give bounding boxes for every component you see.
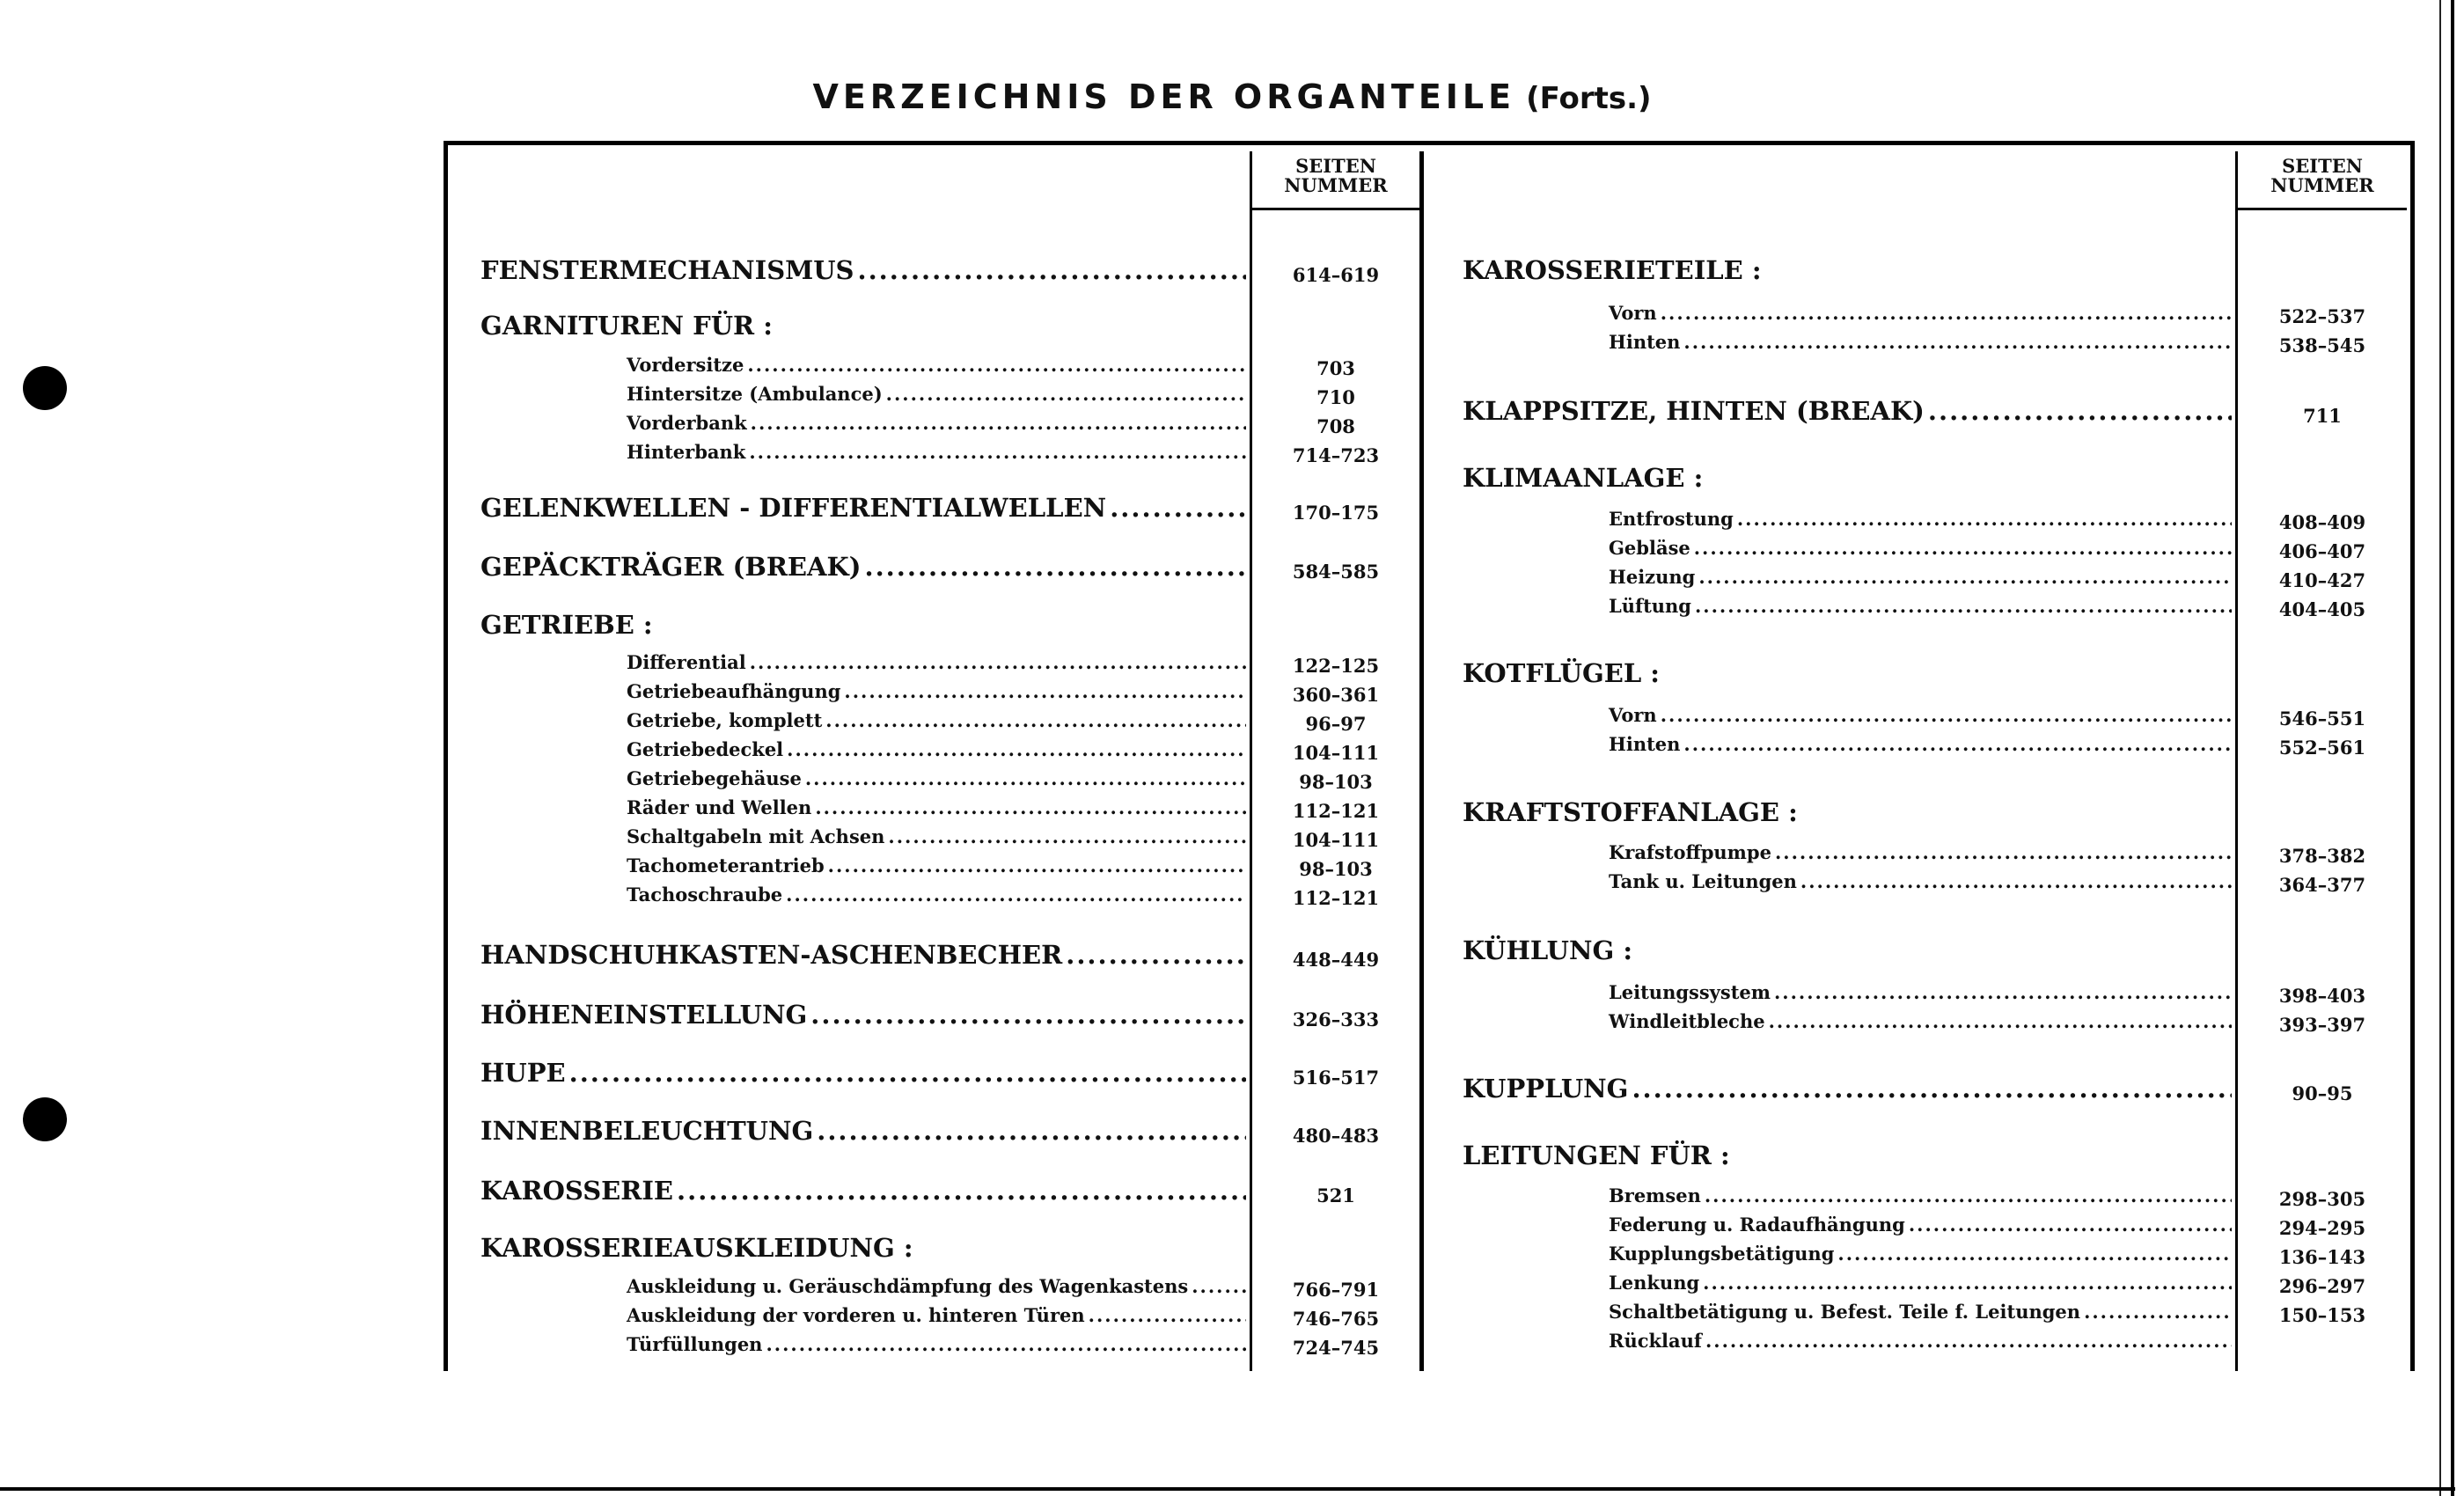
page-range: 710 — [1316, 386, 1355, 408]
page-range: 480–483 — [1292, 1125, 1380, 1147]
index-entry — [1609, 1010, 2235, 1042]
page-range: 448–449 — [1292, 949, 1380, 971]
index-section-heading — [480, 311, 1250, 342]
entry-label: Hinterbank — [627, 441, 746, 463]
entry-label: KLIMAANLAGE : — [1463, 463, 1704, 493]
entry-label: Entfrostung — [1609, 508, 1734, 530]
dot-leader — [749, 441, 1246, 463]
index-entry — [627, 354, 1250, 385]
index-entry — [1609, 870, 2235, 902]
dot-leader — [750, 651, 1246, 673]
index-entry — [627, 441, 1250, 473]
entry-label: Räder und Wellen — [627, 796, 812, 818]
page-range: 364–377 — [2278, 874, 2366, 896]
entry-label: Getriebe, komplett — [627, 709, 823, 731]
entry-label: GEPÄCKTRÄGER (BREAK) — [480, 552, 862, 582]
entry-label: Federung u. Radaufhängung — [1609, 1214, 1905, 1236]
entry-label: Hinten — [1609, 733, 1681, 755]
dot-leader — [2084, 1301, 2232, 1323]
dot-leader — [1066, 940, 1246, 970]
entry-label: KAROSSERIE — [480, 1176, 674, 1206]
entry-label: Hinten — [1609, 331, 1681, 353]
dot-leader — [677, 1176, 1246, 1206]
dot-leader — [1661, 704, 2232, 726]
dot-leader — [1661, 302, 2232, 324]
index-entry — [1609, 704, 2235, 736]
dot-leader — [1192, 1275, 1246, 1297]
title-text: VERZEICHNIS DER ORGANTEILE — [812, 77, 1516, 116]
page-range: 294–295 — [2278, 1217, 2366, 1239]
dot-leader — [786, 884, 1246, 906]
entry-label: Bremsen — [1609, 1184, 1701, 1206]
index-entry — [627, 412, 1250, 444]
dot-leader — [1705, 1184, 2232, 1206]
page-range: 766–791 — [1292, 1279, 1380, 1301]
dot-leader — [805, 767, 1246, 789]
punch-hole — [23, 366, 67, 410]
page-range: 516–517 — [1292, 1067, 1380, 1089]
dot-leader — [1632, 1074, 2232, 1104]
index-entry — [1609, 981, 2235, 1013]
entry-label: HANDSCHUHKASTEN-ASCHENBECHER — [480, 940, 1063, 970]
page-edge-line — [2451, 0, 2454, 1496]
index-entry — [480, 1176, 1250, 1207]
index-entry — [627, 884, 1250, 915]
page-range: 360–361 — [1292, 684, 1380, 706]
entry-label: Lenkung — [1609, 1272, 1700, 1294]
entry-label: GETRIEBE : — [480, 610, 653, 640]
index-entry — [1609, 508, 2235, 539]
entry-label: KAROSSERIETEILE : — [1463, 255, 1762, 285]
page-range: 522–537 — [2278, 305, 2366, 327]
index-entry — [1609, 1330, 2235, 1361]
dot-leader — [1695, 595, 2232, 617]
entry-label: INNENBELEUCHTUNG — [480, 1116, 814, 1146]
dot-leader — [828, 854, 1246, 876]
page-range: 521 — [1316, 1184, 1355, 1206]
header-rule — [1252, 208, 1419, 210]
index-entry — [480, 1058, 1250, 1089]
index-section-heading — [1463, 797, 2235, 829]
page-range: 708 — [1316, 415, 1355, 437]
entry-label: Schaltgabeln mit Achsen — [627, 825, 885, 847]
index-entry — [627, 1275, 1250, 1307]
entry-label: Windleitbleche — [1609, 1010, 1765, 1032]
entry-label: Vordersitze — [627, 354, 744, 376]
index-entry — [627, 1304, 1250, 1336]
index-section-heading — [480, 1233, 1250, 1265]
index-entry — [627, 796, 1250, 828]
index-section-heading — [1463, 463, 2235, 495]
entry-label: Vorn — [1609, 704, 1657, 726]
dot-leader — [810, 1000, 1246, 1030]
index-entry — [1609, 537, 2235, 568]
page-range: 552–561 — [2278, 737, 2366, 759]
page-range: 378–382 — [2278, 845, 2366, 867]
index-entry — [480, 552, 1250, 583]
page-range: 614–619 — [1292, 264, 1380, 286]
page-range: 170–175 — [1292, 502, 1380, 524]
page-range: 406–407 — [2278, 540, 2366, 562]
entry-label: Türfüllungen — [627, 1333, 763, 1355]
index-entry — [627, 767, 1250, 799]
page-range: 703 — [1316, 357, 1355, 379]
entry-label: Heizung — [1609, 566, 1696, 588]
entry-label: Krafstoffpumpe — [1609, 841, 1771, 863]
page-range: 393–397 — [2278, 1014, 2366, 1036]
entry-label: Tachometerantrieb — [627, 854, 825, 876]
entry-label: GELENKWELLEN - DIFFERENTIALWELLEN — [480, 493, 1107, 523]
page-range: 714–723 — [1292, 444, 1380, 466]
index-entry — [627, 383, 1250, 414]
entry-label: Tachoschraube — [627, 884, 783, 906]
page-range: 711 — [2303, 405, 2342, 427]
entry-label: KRAFTSTOFFANLAGE : — [1463, 797, 1798, 827]
index-entry — [1609, 1301, 2235, 1332]
entry-label: KUPPLUNG — [1463, 1074, 1629, 1104]
entry-label: Leitungssystem — [1609, 981, 1771, 1003]
dot-leader — [1928, 396, 2232, 426]
dot-leader — [1683, 331, 2232, 353]
entry-label: LEITUNGEN FÜR : — [1463, 1140, 1730, 1170]
entry-label: Tank u. Leitungen — [1609, 870, 1797, 892]
pages-column-header — [1252, 157, 1419, 195]
dot-leader — [1769, 1010, 2232, 1032]
index-entry — [1609, 733, 2235, 765]
page-range: 746–765 — [1292, 1308, 1380, 1330]
dot-leader — [1800, 870, 2232, 892]
entry-label: KLAPPSITZE, HINTEN (BREAK) — [1463, 396, 1925, 426]
column-divider — [1419, 151, 1424, 1371]
dot-leader — [1737, 508, 2232, 530]
index-entry — [480, 1116, 1250, 1148]
entry-label: Differential — [627, 651, 746, 673]
index-entry — [1609, 1214, 2235, 1245]
dot-leader — [1837, 1243, 2232, 1265]
index-entry — [627, 738, 1250, 770]
index-entry — [627, 854, 1250, 886]
entry-label: Rücklauf — [1609, 1330, 1702, 1352]
page-range: 410–427 — [2278, 569, 2366, 591]
entry-label: Getriebeaufhängung — [627, 680, 841, 702]
page-range: 298–305 — [2278, 1188, 2366, 1210]
index-entry — [627, 651, 1250, 683]
dot-leader — [815, 796, 1246, 818]
index-entry — [480, 1000, 1250, 1031]
page-title — [0, 77, 2464, 116]
entry-label: HÖHENEINSTELLUNG — [480, 1000, 808, 1030]
page-range: 122–125 — [1292, 655, 1380, 677]
index-entry — [1463, 396, 2235, 428]
pages-column-header — [2238, 157, 2407, 195]
index-entry — [1609, 595, 2235, 627]
entry-label: Kupplungsbetätigung — [1609, 1243, 1835, 1265]
index-section-heading — [1463, 935, 2235, 967]
dot-leader — [844, 680, 1246, 702]
page-range: 98–103 — [1299, 858, 1373, 880]
header-line: NUMMER — [1284, 174, 1388, 196]
dot-leader — [1909, 1214, 2232, 1236]
index-entry — [480, 493, 1250, 524]
index-entry — [1609, 841, 2235, 873]
index-entry — [1609, 1184, 2235, 1216]
dot-leader — [1683, 733, 2232, 755]
entry-label: Vorderbank — [627, 412, 747, 434]
index-section-heading — [480, 610, 1250, 642]
page-range: 90–95 — [2292, 1082, 2353, 1104]
page-range: 136–143 — [2278, 1246, 2366, 1268]
dot-leader — [787, 738, 1246, 760]
index-entry — [627, 825, 1250, 857]
entry-label: Getriebedeckel — [627, 738, 784, 760]
index-entry — [627, 1333, 1250, 1365]
page-range: 546–551 — [2278, 708, 2366, 730]
punch-hole — [23, 1097, 67, 1141]
dot-leader — [857, 255, 1246, 285]
header-line: SEITEN — [1295, 155, 1376, 177]
page-edge-line — [0, 1487, 2455, 1491]
header-line: NUMMER — [2270, 174, 2374, 196]
page-range: 112–121 — [1292, 887, 1380, 909]
page-range: 112–121 — [1292, 800, 1380, 822]
dot-leader — [888, 825, 1246, 847]
index-entry — [1609, 566, 2235, 598]
page-range: 150–153 — [2278, 1304, 2366, 1326]
page-range: 404–405 — [2278, 598, 2366, 620]
entry-label: FENSTERMECHANISMUS — [480, 255, 854, 285]
index-entry — [1609, 302, 2235, 334]
entry-label: Auskleidung der vorderen u. hinteren Türen — [627, 1304, 1085, 1326]
index-entry — [1609, 1272, 2235, 1303]
page-range: 96–97 — [1305, 713, 1367, 735]
index-entry — [1609, 1243, 2235, 1274]
entry-label: HUPE — [480, 1058, 566, 1088]
dot-leader — [766, 1333, 1246, 1355]
dot-leader — [1089, 1304, 1246, 1326]
dot-leader — [1110, 493, 1246, 523]
index-entry — [1463, 1074, 2235, 1105]
dot-leader — [747, 354, 1246, 376]
dot-leader — [1694, 537, 2232, 559]
index-entry — [480, 255, 1250, 287]
entry-label: KAROSSERIEAUSKLEIDUNG : — [480, 1233, 913, 1263]
dot-leader — [1774, 981, 2232, 1003]
page-range: 538–545 — [2278, 334, 2366, 356]
dot-leader — [751, 412, 1246, 434]
header-line: SEITEN — [2282, 155, 2363, 177]
entry-label: Hintersitze (Ambulance) — [627, 383, 883, 405]
page-edge-line — [2439, 0, 2441, 1496]
page-range: 98–103 — [1299, 771, 1373, 793]
index-section-heading — [1463, 255, 2235, 287]
entry-label: Schaltbetätigung u. Befest. Teile f. Leitungen — [1609, 1301, 2081, 1323]
dot-leader — [569, 1058, 1246, 1088]
entry-label: KOTFLÜGEL : — [1463, 658, 1661, 688]
entry-label: KÜHLUNG : — [1463, 935, 1633, 965]
dot-leader — [1705, 1330, 2232, 1352]
page-range: 398–403 — [2278, 985, 2366, 1007]
index-entry — [1609, 331, 2235, 363]
entry-label: Auskleidung u. Geräuschdämpfung des Wagenkastens — [627, 1275, 1189, 1297]
page-range: 408–409 — [2278, 511, 2366, 533]
page-range: 584–585 — [1292, 561, 1380, 583]
index-entry — [480, 940, 1250, 972]
index-section-heading — [1463, 658, 2235, 690]
dot-leader — [1698, 566, 2232, 588]
page-range: 104–111 — [1292, 742, 1380, 764]
entry-label: Vorn — [1609, 302, 1657, 324]
entry-label: Getriebegehäuse — [627, 767, 802, 789]
page-range: 724–745 — [1292, 1337, 1380, 1359]
page-range: 296–297 — [2278, 1275, 2366, 1297]
header-rule — [2238, 208, 2407, 210]
entry-label: Lüftung — [1609, 595, 1691, 617]
entry-label: Gebläse — [1609, 537, 1690, 559]
page-range: 104–111 — [1292, 829, 1380, 851]
index-entry — [627, 680, 1250, 712]
entry-label: GARNITUREN FÜR : — [480, 311, 773, 341]
dot-leader — [817, 1116, 1246, 1146]
dot-leader — [1703, 1272, 2232, 1294]
page-range: 326–333 — [1292, 1008, 1380, 1030]
dot-leader — [886, 383, 1246, 405]
index-entry — [627, 709, 1250, 741]
dot-leader — [864, 552, 1246, 582]
title-suffix: (Forts.) — [1526, 81, 1652, 116]
dot-leader — [825, 709, 1246, 731]
dot-leader — [1775, 841, 2232, 863]
index-section-heading — [1463, 1140, 2235, 1172]
